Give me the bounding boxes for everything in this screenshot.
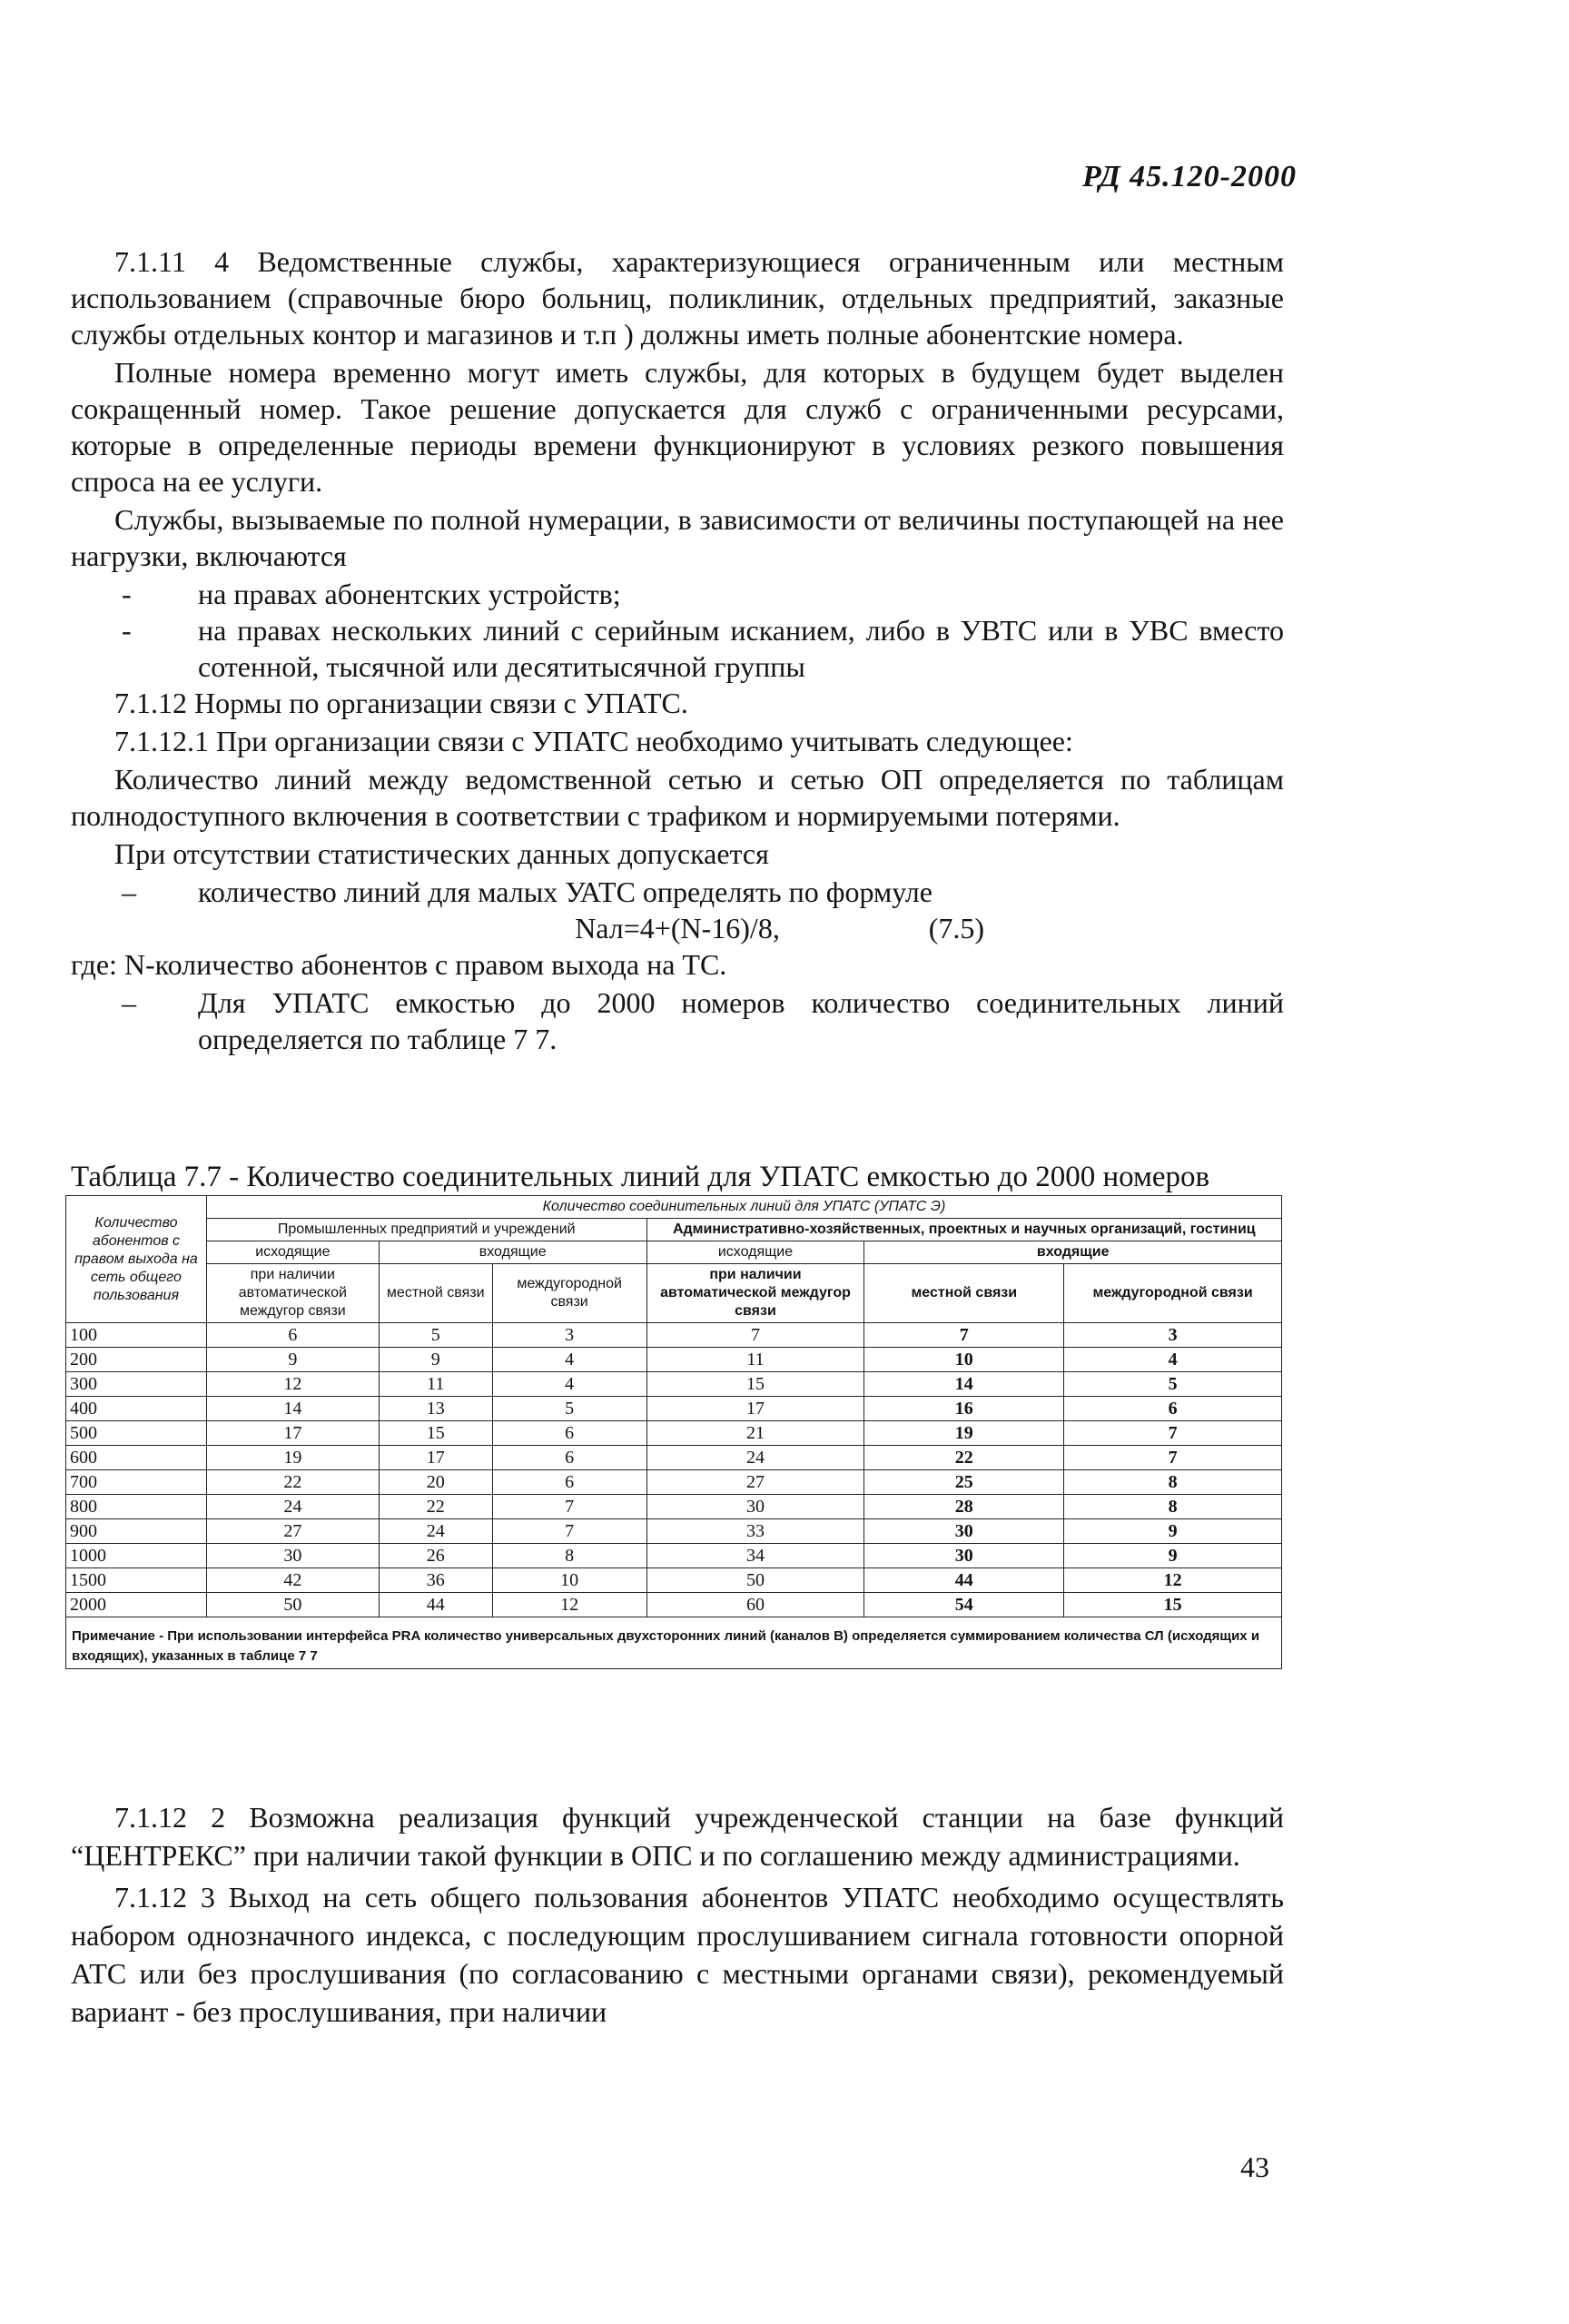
table-cell: 8 <box>492 1544 646 1568</box>
table-caption: Таблица 7.7 - Количество соединительных линий для УПАТС емкостью до 2000 номеров <box>71 1161 1210 1193</box>
table-cell: 44 <box>864 1568 1064 1593</box>
table-cell: 7 <box>492 1495 646 1519</box>
paragraph: 7.1.12 2 Возможна реализация функций учрежденческой станции на базе функций “ЦЕНТРЕКС” при наличии такой функции в ОПС и по соглашению между администрациями. <box>71 1801 1284 1872</box>
table-cell: 8 <box>1064 1470 1282 1495</box>
page-number: 43 <box>1240 2151 1269 2183</box>
table-row <box>66 1446 1282 1470</box>
table-cell: 6 <box>206 1323 379 1348</box>
table-cell: 50 <box>206 1593 379 1617</box>
dash-text: на правах нескольких линий с серийным исканием, либо в УВТС или в УВС вместо сотенной, тысячной или десятитысячной группы <box>198 614 1284 683</box>
table-cell: 6 <box>492 1470 646 1495</box>
table-cell: 5 <box>1064 1372 1282 1397</box>
header-sub-local: местной связи <box>864 1264 1064 1323</box>
table-cell: 24 <box>206 1495 379 1519</box>
table-cell: 100 <box>66 1323 207 1348</box>
header-sub-long: междугородной связи <box>1064 1264 1282 1323</box>
paragraph: 7.1.11 4 Ведомственные службы, характеризующиеся ограниченным или местным использованием (справочные бюро больниц, поликлиник, отдельных предприятий, заказные службы отдельных контор и магазинов и т.п ) должны иметь полные абонентские номера. <box>71 245 1284 351</box>
table-cell: 12 <box>206 1372 379 1397</box>
group-header-industrial: Промышленных предприятий и учреждений <box>206 1219 646 1241</box>
table-cell: 60 <box>646 1593 864 1617</box>
table-cell: 27 <box>206 1519 379 1544</box>
table-cell: 11 <box>646 1348 864 1372</box>
lines-table <box>65 1195 1282 1669</box>
table-cell: 7 <box>646 1323 864 1348</box>
table-cell: 15 <box>646 1372 864 1397</box>
table-cell: 7 <box>492 1519 646 1544</box>
table-cell: 19 <box>206 1446 379 1470</box>
header-sub-outgoing: при наличии автоматической междугор связи <box>646 1264 864 1323</box>
document-header: РД 45.120-2000 <box>1082 160 1297 193</box>
table-cell: 200 <box>66 1348 207 1372</box>
table-cell: 10 <box>492 1568 646 1593</box>
table-cell: 22 <box>206 1470 379 1495</box>
dash-item: – количество линий для малых УАТС определять по формуле <box>71 874 1284 910</box>
paragraph: 7.1.12.1 При организации связи с УПАТС необходимо учитывать следующее: <box>114 725 1073 757</box>
table-cell: 3 <box>492 1323 646 1348</box>
table-top-header: Количество соединительных линий для УПАТС (УПАТС Э) <box>206 1196 1281 1219</box>
table-row <box>66 1397 1282 1421</box>
dash-text: на правах абонентских устройств; <box>198 578 621 610</box>
table-cell: 17 <box>379 1446 492 1470</box>
paragraph: Службы, вызываемые по полной нумерации, в зависимости от величины поступающей на нее нагрузки, включаются <box>71 503 1284 572</box>
table-cell: 26 <box>379 1544 492 1568</box>
table-cell: 33 <box>646 1519 864 1544</box>
table-cell: 6 <box>492 1446 646 1470</box>
dash-item: - на правах нескольких линий с серийным исканием, либо в УВТС или в УВС вместо сотенной, тысячной или десятитысячной группы <box>122 614 1284 683</box>
table-cell: 12 <box>492 1593 646 1617</box>
table-row <box>66 1544 1282 1568</box>
table-cell: 9 <box>1064 1544 1282 1568</box>
table-cell: 30 <box>206 1544 379 1568</box>
table-cell: 9 <box>1064 1519 1282 1544</box>
table-cell: 24 <box>646 1446 864 1470</box>
paragraph: 7.1.12 3 Выход на сеть общего пользования абонентов УПАТС необходимо осуществлять набором однозначного индекса, с последующим прослушиванием сигнала готовности опорной АТС или без прослушивания (по согласованию с местными органами связи), рекомендуемый вариант - без прослушивания, при наличии <box>71 1881 1284 2028</box>
table-cell: 24 <box>379 1519 492 1544</box>
table-row <box>66 1568 1282 1593</box>
table-cell: 15 <box>379 1421 492 1446</box>
table-cell: 600 <box>66 1446 207 1470</box>
table-cell: 700 <box>66 1470 207 1495</box>
table-row <box>66 1519 1282 1544</box>
table-cell: 7 <box>1064 1421 1282 1446</box>
table-row <box>66 1593 1282 1617</box>
table-cell: 15 <box>1064 1593 1282 1617</box>
header-sub-long: междугородной связи <box>492 1264 646 1323</box>
dash-text: Для УПАТС емкостью до 2000 номеров количество соединительных линий определяется по таблице 7 7. <box>198 986 1284 1055</box>
header-incoming: входящие <box>379 1241 646 1264</box>
table-cell: 19 <box>864 1421 1064 1446</box>
header-sub-local: местной связи <box>379 1264 492 1323</box>
table-cell: 10 <box>864 1348 1064 1372</box>
paragraph: Количество линий между ведомственной сетью и сетью ОП определяется по таблицам полнодоступного включения в соответствии с трафиком и нормируемыми потерями. <box>71 763 1284 832</box>
table-row <box>66 1348 1282 1372</box>
group-header-admin: Административно-хозяйственных, проектных и научных организаций, гостиниц <box>646 1219 1281 1241</box>
header-incoming: входящие <box>864 1241 1282 1264</box>
table-cell: 9 <box>206 1348 379 1372</box>
table-cell: 9 <box>379 1348 492 1372</box>
table-cell: 54 <box>864 1593 1064 1617</box>
table-cell: 2000 <box>66 1593 207 1617</box>
formula-number: (7.5) <box>928 912 984 944</box>
table-cell: 44 <box>379 1593 492 1617</box>
dash-item: - на правах абонентских устройств; <box>71 576 1284 612</box>
table-cell: 6 <box>492 1421 646 1446</box>
table-cell: 5 <box>379 1323 492 1348</box>
dash-text: количество линий для малых УАТС определять по формуле <box>198 875 933 908</box>
table-cell: 900 <box>66 1519 207 1544</box>
paragraph: где: N-количество абонентов с правом выхода на ТС. <box>71 948 727 981</box>
table-cell: 42 <box>206 1568 379 1593</box>
table-cell: 1000 <box>66 1544 207 1568</box>
table-body <box>66 1323 1282 1617</box>
paragraph: При отсутствии статистических данных допускается <box>114 837 769 870</box>
table-cell: 11 <box>379 1372 492 1397</box>
body-text-top <box>71 243 1284 1057</box>
table-cell: 14 <box>206 1397 379 1421</box>
table-cell: 17 <box>206 1421 379 1446</box>
formula <box>71 910 1284 946</box>
table-cell: 30 <box>646 1495 864 1519</box>
table-cell: 4 <box>492 1372 646 1397</box>
table-note: Примечание - При использовании интерфейса PRA количество универсальных двухсторонних линий (каналов В) определяется суммированием количества СЛ (исходящих и входящих), указанных в таблице 7 7 <box>66 1617 1282 1669</box>
table-cell: 34 <box>646 1544 864 1568</box>
header-sub-outgoing: при наличии автоматической междугор связи <box>206 1264 379 1323</box>
table-cell: 27 <box>646 1470 864 1495</box>
table-cell: 17 <box>646 1397 864 1421</box>
table-cell: 16 <box>864 1397 1064 1421</box>
table-cell: 30 <box>864 1519 1064 1544</box>
table-cell: 6 <box>1064 1397 1282 1421</box>
table-cell: 30 <box>864 1544 1064 1568</box>
table-cell: 22 <box>864 1446 1064 1470</box>
table-cell: 22 <box>379 1495 492 1519</box>
body-text-bottom <box>71 1798 1284 2034</box>
table-cell: 4 <box>1064 1348 1282 1372</box>
table-cell: 800 <box>66 1495 207 1519</box>
table-cell: 25 <box>864 1470 1064 1495</box>
table-row <box>66 1495 1282 1519</box>
table-cell: 3 <box>1064 1323 1282 1348</box>
table-cell: 400 <box>66 1397 207 1421</box>
paragraph: Полные номера временно могут иметь службы, для которых в будущем будет выделен сокращенный номер. Такое решение допускается для служб с ограниченными ресурсами, которые в определенные периоды времени функционируют в условиях резкого повышения спроса на ее услуги. <box>71 356 1284 498</box>
table-cell: 50 <box>646 1568 864 1593</box>
paragraph: 7.1.12 Нормы по организации связи с УПАТС. <box>114 687 688 719</box>
table-cell: 14 <box>864 1372 1064 1397</box>
table-cell: 4 <box>492 1348 646 1372</box>
header-outgoing: исходящие <box>206 1241 379 1264</box>
formula-text: Nал=4+(N-16)/8, <box>575 912 780 944</box>
table-cell: 12 <box>1064 1568 1282 1593</box>
table-row <box>66 1372 1282 1397</box>
table-container <box>65 1195 1282 1669</box>
table-cell: 21 <box>646 1421 864 1446</box>
col-header-subscribers: Количество абонентов с правом выхода на сеть общего пользования <box>66 1196 207 1323</box>
table-cell: 5 <box>492 1397 646 1421</box>
table-cell: 500 <box>66 1421 207 1446</box>
table-cell: 1500 <box>66 1568 207 1593</box>
table-cell: 8 <box>1064 1495 1282 1519</box>
table-cell: 36 <box>379 1568 492 1593</box>
table-cell: 7 <box>1064 1446 1282 1470</box>
table-cell: 13 <box>379 1397 492 1421</box>
table-row <box>66 1323 1282 1348</box>
table-cell: 20 <box>379 1470 492 1495</box>
header-outgoing: исходящие <box>646 1241 864 1264</box>
dash-item: – Для УПАТС емкостью до 2000 номеров количество соединительных линий определяется по таблице 7 7. <box>122 986 1284 1055</box>
table-cell: 7 <box>864 1323 1064 1348</box>
table-cell: 28 <box>864 1495 1064 1519</box>
table-cell: 300 <box>66 1372 207 1397</box>
table-row <box>66 1421 1282 1446</box>
table-row <box>66 1470 1282 1495</box>
